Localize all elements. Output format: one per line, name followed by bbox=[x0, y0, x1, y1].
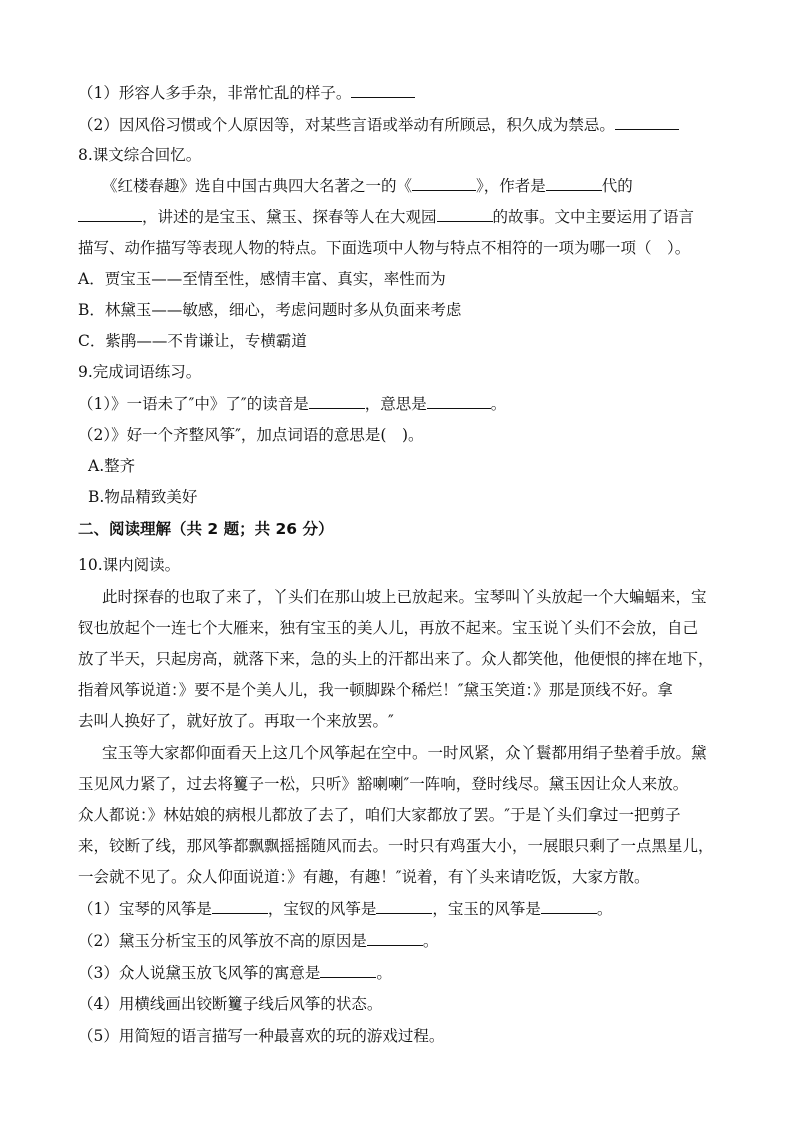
answer-blank[interactable] bbox=[615, 111, 679, 130]
passage-line: 去叫人换好了，就好放了。再取一个来放罢。″ bbox=[78, 712, 394, 730]
answer-blank[interactable] bbox=[376, 895, 432, 914]
answer-blank[interactable] bbox=[78, 203, 142, 222]
q8-option-a: A．贾宝玉——至情至性，感情丰富、真实，率性而为 bbox=[78, 270, 446, 288]
answer-blank[interactable] bbox=[427, 390, 491, 409]
passage-line: 一会就不见了。众人仰面说道：》有趣，有趣！″说着，有丫头来请吃饭，大家方散。 bbox=[78, 868, 650, 886]
answer-blank[interactable] bbox=[412, 172, 476, 191]
q10-item4: （4）用横线画出铰断籰子线后风筝的状态。 bbox=[78, 995, 383, 1013]
answer-blank[interactable] bbox=[351, 79, 415, 98]
answer-blank[interactable] bbox=[212, 895, 268, 914]
q10-item3: （3）众人说黛玉放飞风筝的寓意是 。 bbox=[78, 958, 724, 989]
answer-blank[interactable] bbox=[309, 390, 365, 409]
passage-line: 众人都说：》林姑娘的病根儿都放了去了，咱们大家都放了罢。″于是丫头们拿过一把剪子 bbox=[78, 806, 681, 824]
q8-paragraph-line1: 《红楼春趣》选自中国古典四大名著之一的《 》，作者是 代的 bbox=[102, 171, 724, 202]
section-heading: 二、阅读理解（共 2 题；共 26 分） bbox=[78, 520, 334, 538]
answer-blank[interactable] bbox=[320, 959, 376, 978]
passage-line: 放了半天，只起房高，就落下来，急的头上的汗都出来了。众人都笑他，他便恨的摔在地下， bbox=[78, 650, 714, 668]
answer-blank[interactable] bbox=[367, 927, 423, 946]
q10-title: 10.课内阅读。 bbox=[78, 556, 181, 574]
q8-option-b: B．林黛玉——敏感，细心，考虑问题时多从负面来考虑 bbox=[78, 301, 462, 319]
answer-blank[interactable] bbox=[437, 203, 493, 222]
q9-item1: （1）》一语未了″中》了″的读音是 ，意思是 。 bbox=[78, 389, 724, 420]
q9-option-a: A.整齐 bbox=[88, 457, 136, 475]
q8-title: 8.课文综合回忆。 bbox=[78, 146, 202, 164]
answer-blank[interactable] bbox=[541, 895, 597, 914]
q9-item2: （2）》好一个齐整风筝″，加点词语的意思是( )。 bbox=[78, 426, 424, 444]
passage-line: 来，铰断了线，那风筝都飘飘摇摇随风而去。一时只有鸡蛋大小，一展眼只剩了一点黑星儿， bbox=[78, 837, 714, 855]
q10-item1: （1）宝琴的风筝是 ，宝钗的风筝是 ，宝玉的风筝是 。 bbox=[78, 894, 724, 925]
q10-item5: （5）用简短的语言描写一种最喜欢的玩的游戏过程。 bbox=[78, 1027, 445, 1045]
passage-line: 此时探春的也取了来了，丫头们在那山坡上已放起来。宝琴叫丫头放起一个大蝙蝠来，宝 bbox=[102, 588, 707, 606]
q8-paragraph-line3: 描写、动作描写等表现人物的特点。下面选项中人物与特点不相符的一项为哪一项（ ）。 bbox=[78, 239, 691, 257]
q10-item2: （2）黛玉分析宝玉的风筝放不高的原因是 。 bbox=[78, 926, 724, 957]
q8-paragraph-line2: ，讲述的是宝玉、黛玉、探春等人在大观园 的故事。文中主要运用了语言 bbox=[78, 202, 724, 233]
q9-title: 9.完成词语练习。 bbox=[78, 363, 202, 381]
q7-item2: （2）因风俗习惯或个人原因等，对某些言语或举动有所顾忌，积久成为禁忌。 bbox=[78, 110, 724, 141]
passage-line: 宝玉等大家都仰面看天上这几个风筝起在空中。一时风紧，众丫鬟都用绢子垫着手放。黛 bbox=[102, 744, 707, 762]
passage-line: 玉见风力紧了，过去将籰子一松，只听》豁喇喇″一阵响，登时线尽。黛玉因让众人来放。 bbox=[78, 775, 689, 793]
answer-blank[interactable] bbox=[546, 172, 602, 191]
q7-item1: （1）形容人多手杂，非常忙乱的样子。 bbox=[78, 78, 724, 109]
passage-line: 指着风筝说道：》要不是个美人儿，我一顿脚跺个稀烂！″黛玉笑道：》那是顶线不好。拿 bbox=[78, 681, 673, 699]
passage-line: 钗也放起个一连七个大雁来，独有宝玉的美人儿，再放不起来。宝玉说丫头们不会放，自己 bbox=[78, 619, 699, 637]
q9-option-b: B.物品精致美好 bbox=[88, 488, 198, 506]
q8-option-c: C．紫鹃——不肯谦让，专横霸道 bbox=[78, 332, 307, 350]
